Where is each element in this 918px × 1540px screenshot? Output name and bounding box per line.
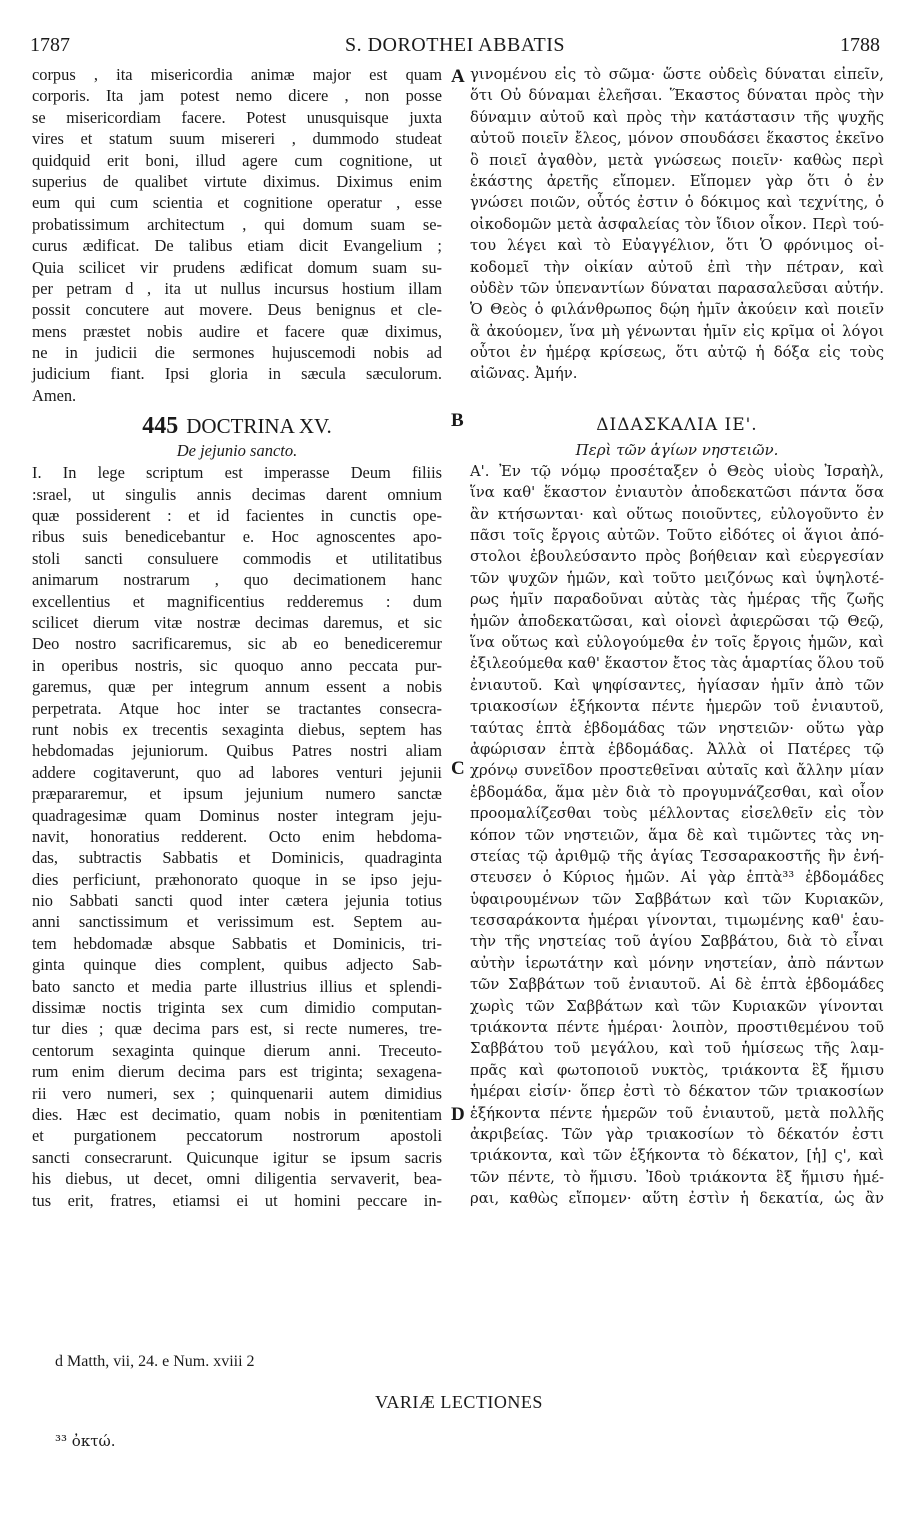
text-line: αἰῶνας. Ἀμήν.: [470, 365, 578, 383]
text-line: anni sanctissimum et verissimum est. Septem au-: [32, 912, 442, 932]
text-line: excellentius et magnificentius redderemus : dum: [32, 591, 442, 611]
text-line: τὴν τῆς νηστείας τοῦ ἁγίου Σαββάτου, διὰ τὸ εἶναι: [470, 933, 884, 951]
text-line: probatissimum architectum , qui domum suam se-: [32, 214, 442, 234]
latin-section-heading: [32, 412, 442, 440]
varia-note: ³³ ὀκτώ.: [55, 1432, 116, 1450]
greek-closing-text: [470, 64, 884, 385]
text-line: I. In lege scriptum est imperasse Deum filiis: [32, 463, 442, 483]
text-line: κόπον τῶν νηστειῶν, ἅμα δὲ καὶ τιμῶντες τὰς νη-: [470, 826, 884, 844]
text-line: perpetrata. Atque hoc inter se tractantes consecra-: [32, 698, 442, 718]
text-line: Ὁ Θεὸς ὁ φιλάνθρωπος δῴη ἡμῖν ἀκούειν καὶ ποιεῖν: [470, 301, 884, 319]
text-line: superius de qualibet virtute diximus. Diximus enim: [32, 171, 442, 191]
text-line: ἑξήκοντα πέντε ἡμερῶν τοῦ ἐνιαυτοῦ, μετὰ πολλῆς: [470, 1104, 884, 1122]
text-line: dissimæ noctis triginta sex cum dimidio computan-: [32, 998, 442, 1018]
text-line: οὐδὲν τῶν ὑπεναντίων δύναται παρασαλεῦσαι αὐτήν.: [470, 279, 884, 297]
text-line: τῶν ψυχῶν ἡμῶν, καὶ τοῦτο μειζόνως καὶ ὑψηλοτέ-: [470, 569, 884, 587]
text-line: das, subtractis Sabbatis et Dominicis, quadraginta: [32, 848, 442, 868]
text-line: ἀφώρισαν ἑπτὰ ἑβδομάδας. Ἀλλὰ οἱ Πατέρες τῷ: [470, 740, 884, 758]
text-line: quidquid erit boni, illud agere cum cognitione, ut: [32, 150, 442, 170]
text-line: δύναμιν αὐτοῦ καὶ πρὸς τὴν κατάστασιν τῆς ψυχῆς: [470, 108, 884, 126]
text-line: in operibus nostris, sic quoquo anno peccata pur-: [32, 655, 442, 675]
text-line: ταύτας ἑπτὰ ἑβδομάδας τῶν νηστειῶν· οὕτω γὰρ: [470, 719, 884, 737]
text-line: τῶν Σαββάτων τοῦ ἐνιαυτοῦ. Αἱ δὲ ἑπτὰ ἑβδομάδες: [470, 976, 884, 994]
text-line: rum enim dierum decima pars est triginta; sexagena-: [32, 1062, 442, 1082]
text-line: ἑβδομάδα, ἅμα μὲν διὰ τὸ προγυμνάζεσθαι, καὶ οἷον: [470, 783, 884, 801]
text-line: animarum nostrarum , quo decimationem hanc: [32, 570, 442, 590]
text-line: τριακοσίων ἑξήκοντα πέντε ἡμερῶν τοῦ ἐνιαυτοῦ,: [470, 698, 884, 716]
text-line: οἰκοδομῶν μετὰ ἀσφαλείας τὸν ἴδιον οἶκον. Περὶ τού-: [470, 215, 884, 233]
text-line: vires et statum suum misereri , dummodo studeat: [32, 129, 442, 149]
text-line: curus ædificat. De talibus etiam dicit Evangelium ;: [32, 236, 442, 256]
text-line: addere cogitaverunt, quo ad labores venturi jejunii: [32, 762, 442, 782]
text-line: tur dies ; quæ decima pars est, si recte numeres, tre-: [32, 1019, 442, 1039]
text-line: bato sancto et media parte illustrius illius et splendi-: [32, 976, 442, 996]
text-line: scilicet dierum vitæ nostræ decimas daremus, et sic: [32, 612, 442, 632]
text-line: Σαββάτου τοῦ μεγάλου, καὶ τοῦ ἡμίσεως τῆς λαμ-: [470, 1040, 884, 1058]
text-line: dies. Hæc est decimatio, quam nobis in pœnitentiam: [32, 1104, 442, 1124]
text-line: κοδομεῖ τὴν οἰκίαν αὐτοῦ ἐπὶ τὴν πέτραν, καὶ: [470, 258, 884, 276]
text-line: στείας τῷ ἀριθμῷ τῆς ἁγίας Τεσσαρακοστῆς ἣν ἐνή-: [470, 847, 884, 865]
text-line: ἡμῶν ἀποδεκατῶσαι, καὶ οἱονεὶ ἀφιερῶσαι τῷ Θεῷ,: [470, 612, 884, 630]
text-line: quæ possiderent : et id facientes in cunctis ope-: [32, 506, 442, 526]
text-line: τεσσαράκοντα ἡμέραι γίνονται, τιμωμένης καθ' ἑαυ-: [470, 912, 884, 930]
text-line: ρως ἡμῖν παραδοῦναι αὐτὰς τὰς ἡμέρας τῆς ζωῆς: [470, 591, 884, 609]
text-line: ραι, καθὼς εἴπομεν· αὕτη ἐστὶν ἡ δεκατία, ὡς ἂν: [470, 1190, 884, 1208]
text-line: stoli sancti consuluere commodis et utilitatibus: [32, 548, 442, 568]
text-line: ginta quinque dies complent, quibus adjecto Sab-: [32, 955, 442, 975]
text-line: rii vero numeri, sex ; quinquenarii autem dimidius: [32, 1083, 442, 1103]
text-line: ἃ ἀκούομεν, ἵνα μὴ γένωνται ἡμῖν εἰς κρῖμα οἱ λόγοι: [470, 322, 884, 340]
text-line: dies perficiunt, præhonorato quoque in se ipso jeju-: [32, 869, 442, 889]
latin-column: [32, 64, 442, 1211]
text-line: Amen.: [32, 385, 77, 405]
text-line: ribus suis benedicebantur e. Hoc agnoscentes apo-: [32, 527, 442, 547]
text-line: centorum sexaginta quinque dierum anni. Treceuto-: [32, 1040, 442, 1060]
page-header: [30, 34, 880, 64]
text-line: eum qui cum scientia et cognitione operatur , esse: [32, 193, 442, 213]
margin-letter-b: B: [451, 410, 464, 431]
text-line: quadragesimæ quam Dominus noster integram jeju-: [32, 805, 442, 825]
page-number-left: 1787: [30, 34, 70, 56]
latin-body-text: [32, 462, 442, 1211]
text-line: ὑφαιρουμένων τῶν Σαββάτων καὶ τῶν Κυριακῶν,: [470, 890, 884, 908]
running-title: S. DOROTHEI ABBATIS: [344, 34, 566, 56]
text-line: tem hebdomadæ absque Sabbatis et Dominicis, tri-: [32, 933, 442, 953]
text-line: γινομένου εἰς τὸ σῶμα· ὥστε οὐδεὶς δύναται εἰπεῖν,: [470, 66, 884, 83]
text-line: his diebus, ut decet, omni diligentia servaverit, bea-: [32, 1169, 442, 1189]
latin-section-title: DOCTRINA XV.: [186, 414, 332, 439]
text-line: οὗτοι ἐν ἡμέρᾳ κρίσεως, ὅτι αὐτῷ ἡ δόξα εἰς τοὺς: [470, 344, 884, 362]
text-line: ἐνιαυτοῦ. Καὶ ψηφίσαντες, ἡγίασαν ἡμῖν ἀπὸ τῶν: [470, 676, 884, 694]
text-line: του λέγει καὶ τὸ Εὐαγγέλιον, ὅτι Ὁ φρόνιμος οἰ-: [470, 237, 884, 255]
text-line: ἂν κτήσωνται· καὶ οὕτως ποιοῦντες, εὐλογοῦντο ἐν: [470, 505, 884, 523]
margin-letter-d: D: [451, 1104, 465, 1125]
text-line: runt nobis ex trecentis sexaginta diebus, septem has: [32, 719, 442, 739]
text-line: γνώσει ποιῶν, οὗτός ἐστιν ὁ δόκιμος καὶ τεχνίτης, ὁ: [470, 194, 884, 212]
margin-letter-a: A: [451, 66, 465, 87]
text-line: possit concutere aut movere. Deus benignus et cle-: [32, 300, 442, 320]
text-line: :srael, ut singulis annis decimas darent omnium: [32, 484, 442, 504]
text-line: τῶν πέντε, τὸ ἥμισυ. Ἰδοὺ τριάκοντα ἓξ ἥμισυ ἡμέ-: [470, 1168, 884, 1186]
text-line: ἵνα καθ' ἕκαστον ἐνιαυτὸν ἀποδεκατῶσι πάντα ὅσα: [470, 484, 884, 502]
text-line: judicium fiant. Ipsi gloria in sæcula sæculorum.: [32, 364, 442, 384]
page-number-right: 1788: [840, 34, 880, 56]
text-line: αὐτὴν ἱερωτάτην καὶ μόνην νηστείαν, ἀπὸ πάντων: [470, 954, 884, 972]
text-line: hebdomadas jejuniorum. Quibus Patres nostri aliam: [32, 741, 442, 761]
text-line: et purgationem peccatorum nostrorum apostoli: [32, 1126, 442, 1146]
text-line: Α'. Ἐν τῷ νόμῳ προσέταξεν ὁ Θεὸς υἱοὺς Ἰσραὴλ,: [470, 462, 884, 480]
text-line: garemus, quæ per integrum annum essent a nobis: [32, 677, 442, 697]
text-line: tus erit, fratres, etiamsi ei ut homini peccare in-: [32, 1190, 442, 1210]
latin-section-subtitle: De jejunio sancto.: [176, 441, 298, 461]
greek-section-subtitle: Περὶ τῶν ἁγίων νηστειῶν.: [575, 440, 779, 459]
text-line: corpus , ita misericordia animæ major est quam: [32, 65, 442, 84]
text-line: ἡμέραι εἰσίν· ὅπερ ἐστὶ τὸ δέκατον τῶν τριακοσίων: [470, 1083, 884, 1101]
text-line: Deo nostro sacrificaremus, sic ab eo benediceremur: [32, 634, 442, 654]
text-line: τριάκοντα, καὶ τῶν ἑξήκοντα τὸ δέκατον, [ἡ] ς', καὶ: [470, 1147, 884, 1165]
text-line: ἐξιλεούμεθα καθ' ἕκαστον ἔτος τὰς ἁμαρτίας ὅλου τοῦ: [470, 655, 885, 673]
text-line: αὐτοῦ ποιεῖν ἔλεος, μόνον σπουδάσει ἕκαστος ἐκεῖνο: [470, 130, 884, 148]
text-line: χωρὶς τῶν Σαββάτων καὶ τῶν Κυριακῶν γίνονται: [470, 997, 884, 1015]
section-number: 445: [142, 413, 179, 440]
text-line: πρᾶς καὶ φωτοποιοῦ νυκτὸς, τριάκοντα ἓξ ἥμισυ: [470, 1061, 884, 1079]
text-line: στευσεν ὁ Κύριος ἡμῶν. Αἱ γὰρ ἑπτὰ³³ ἑβδομάδες: [470, 869, 884, 887]
footnotes: d Matth, vii, 24. e Num. xviii 2: [55, 1353, 255, 1370]
text-line: ὅτι Οὐ δύναμαι ἐλεῆσαι. Ἕκαστος δύναται πρὸς τὴν: [470, 87, 884, 105]
text-line: ἀκριβείας. Τῶν γὰρ τριακοσίων τὸ δέκατόν ἐστι: [470, 1125, 884, 1143]
text-line: se misericordiam facere. Potest unusquisque juxta: [32, 107, 442, 127]
greek-section-title: ΔΙΔΑΣΚΑΛΙΑ ΙΕ'.: [596, 414, 758, 435]
text-line: nio Sabbati sancti quod inter cætera jejunia totius: [32, 891, 442, 911]
text-line: ἵνα οὕτως καὶ εὐλογούμεθα ἐν τοῖς ἔργοις ἡμῶν, καὶ: [470, 633, 884, 651]
text-line: χρόνῳ συνεῖδον προστεθεῖναι αὐταῖς καὶ ἄλλην μίαν: [470, 762, 884, 780]
text-line: sancti consecrarunt. Quicunque igitur se ipsum sacris: [32, 1147, 442, 1167]
text-line: ne in judicii die sermones hujuscemodi nobis ad: [32, 343, 442, 363]
greek-column: [470, 64, 884, 1210]
text-line: ἑκάστης ἀρετῆς εἴπομεν. Εἴπομεν γὰρ ὅτι ὁ ἐν: [470, 172, 884, 190]
margin-letter-c: C: [451, 758, 465, 779]
text-line: per petram d , ita ut nullus incursus hostium illam: [32, 278, 442, 298]
text-line: τριάκοντα πέντε ἡμέραι· λοιπὸν, προστιθεμένου τοῦ: [470, 1019, 884, 1037]
text-line: πᾶσι τοῖς ἔργοις αὐτῶν. Τοῦτο εἰδότες οἱ ἅγιοι ἀπό-: [470, 527, 884, 545]
text-line: ὃ ποιεῖ ἀγαθὸν, μετὰ γνώσεως ποιεῖν· καθὼς περὶ: [470, 151, 884, 169]
text-line: navit, honoratius redderent. Octo enim hebdoma-: [32, 826, 442, 846]
latin-closing-text: [32, 64, 442, 406]
text-line: Quia scilicet vir prudens ædificat domum suam su-: [32, 257, 442, 277]
text-line: mens præstet nobis audire et facere quæ diximus,: [32, 321, 442, 341]
text-line: προομαλίζεσθαι τοὺς μέλλοντας εἰσελθεῖν εἰς τὸν: [470, 805, 884, 823]
text-line: στολοι ἐβουλεύσαντο πρὸς βοήθειαν καὶ εὐεργεσίαν: [470, 548, 884, 566]
varia-heading: VARIÆ LECTIONES: [375, 1392, 543, 1412]
text-line: præpararemur, et ipsum jejunium numero sanctæ: [32, 784, 442, 804]
greek-body-text: [470, 461, 884, 1210]
text-line: corporis. Ita jam potest nemo dicere , non posse: [32, 86, 442, 106]
